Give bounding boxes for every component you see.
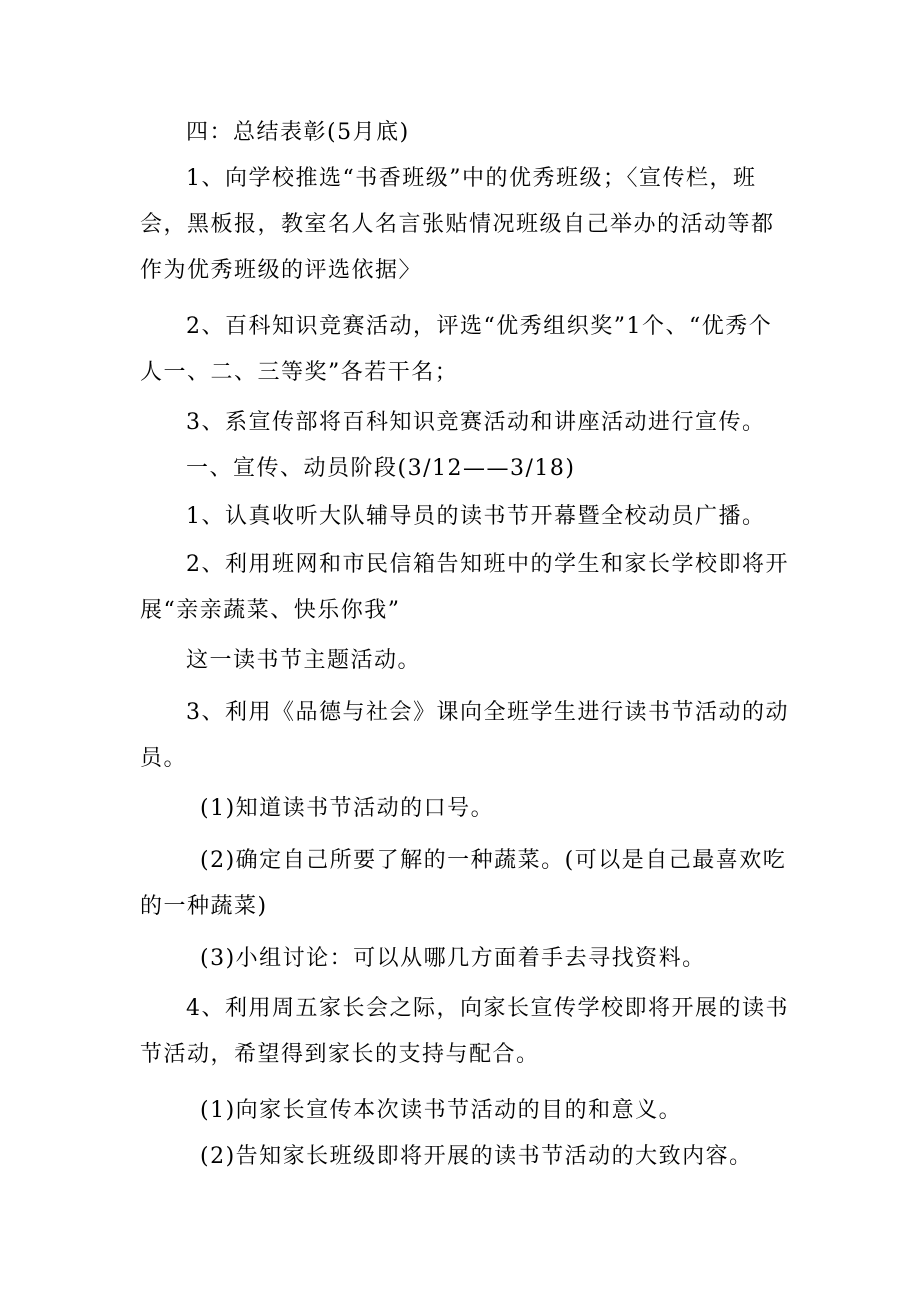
paragraph: 2、百科知识竞赛活动，评选“优秀组织奖”1个、“优秀个人一、二、三等奖”各若干名； [140, 314, 773, 385]
section-heading-publicity: 一、宣传、动员阶段(3/12——3/18) [186, 456, 576, 481]
paragraph: 这一读书节主题活动。 [186, 648, 422, 673]
paragraph: 3、利用《品德与社会》课向全班学生进行读书节活动的动员。 [140, 700, 789, 771]
list-item: (2)告知家长班级即将开展的读书节活动的大致内容。 [200, 1144, 753, 1169]
section-heading-summary: 四：总结表彰(5月底) [186, 120, 410, 145]
paragraph: 2、利用班网和市民信箱告知班中的学生和家长学校即将开展“亲亲蔬菜、快乐你我” [140, 552, 789, 623]
list-item: (3)小组讨论：可以从哪几方面着手去寻找资料。 [200, 946, 706, 971]
list-item: (1)知道读书节活动的口号。 [200, 796, 495, 821]
list-item: (1)向家长宣传本次读书节活动的目的和意义。 [200, 1098, 683, 1123]
paragraph: 1、认真收听大队辅导员的读书节开幕暨全校动员广播。 [186, 504, 766, 529]
paragraph: 4、利用周五家长会之际，向家长宣传学校即将开展的读书节活动，希望得到家长的支持与配合。 [140, 996, 789, 1067]
list-item: (2)确定自己所要了解的一种蔬菜。(可以是自己最喜欢吃的一种蔬菜) [140, 848, 787, 919]
paragraph: 3、系宣传部将百科知识竞赛活动和讲座活动进行宣传。 [186, 410, 766, 435]
paragraph: 1、向学校推选“书香班级”中的优秀班级；〈宣传栏，班会，黑板报，教室名人名言张贴情况班级自己举办的活动等都作为优秀班级的评选依据〉 [140, 166, 775, 283]
